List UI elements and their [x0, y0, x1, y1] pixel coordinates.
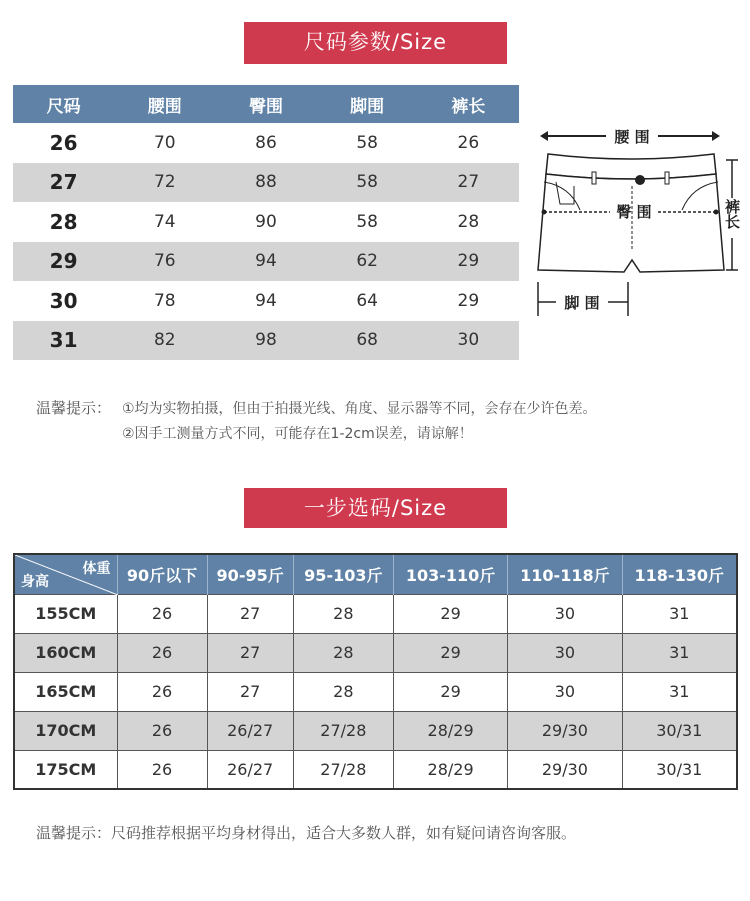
size-selector-banner: 一步选码/Size: [244, 488, 507, 528]
table-cell: 175CM: [14, 750, 117, 789]
table-cell: 28: [49, 209, 78, 234]
tip-line-2: ②因手工测量方式不同，可能存在1-2cm误差，请谅解！: [122, 426, 473, 442]
table-row: [13, 281, 519, 321]
table-cell: 26: [49, 130, 78, 155]
header-weight: 90-95斤: [207, 554, 293, 594]
table-cell: 70: [153, 132, 176, 153]
table-cell: 30/31: [622, 711, 737, 750]
table-cell: 62: [317, 242, 418, 282]
table-cell: 30: [508, 672, 622, 711]
table-cell: 27: [207, 633, 293, 672]
table-cell: 31: [622, 633, 737, 672]
table-cell: 31: [622, 672, 737, 711]
table-cell: 29: [13, 242, 114, 282]
table-row: [14, 594, 737, 633]
table-cell: 86: [255, 132, 277, 153]
table-cell: 170CM: [14, 711, 117, 750]
table-cell: 28: [457, 211, 480, 232]
table-cell: 76: [114, 242, 215, 282]
table-cell: 26: [117, 633, 207, 672]
table-cell: 27: [13, 163, 114, 203]
table-cell: 27/28: [293, 750, 393, 789]
table-cell: 82: [114, 321, 215, 361]
size-params-banner: 尺码参数/Size: [244, 22, 507, 64]
table-cell: 29/30: [508, 750, 622, 789]
table-cell: 58: [317, 163, 418, 203]
table-cell: 26: [117, 711, 207, 750]
table-cell: 29: [393, 633, 507, 672]
table-cell: 68: [317, 321, 418, 361]
table-cell: 31: [622, 594, 737, 633]
table-row: [14, 750, 737, 789]
table-cell: 30/31: [622, 750, 737, 789]
table-row: [14, 633, 737, 672]
table-row: [13, 163, 519, 203]
table-cell: 30: [508, 633, 622, 672]
weight-axis-label: 体重: [82, 561, 111, 577]
table-cell: 26: [117, 594, 207, 633]
table-cell: 94: [215, 242, 316, 282]
hip-label: 臀 围: [616, 203, 652, 221]
size-table-header: [13, 85, 519, 123]
table-cell: 26: [457, 132, 480, 153]
foot-label: 脚 围: [564, 294, 600, 312]
table-cell: 29: [457, 290, 480, 311]
length-label: 裤长: [723, 199, 741, 229]
header-size: 尺码: [13, 85, 114, 123]
table-cell: 30: [418, 321, 519, 361]
tip-line-1: ①均为实物拍摄，但由于拍摄光线、角度、显示器等不同，会存在少许色差。: [122, 401, 597, 417]
table-cell: 29/30: [508, 711, 622, 750]
header-length: 裤长: [418, 85, 519, 123]
tip-label-1: 温馨提示：: [36, 399, 112, 417]
table-row: [13, 123, 519, 163]
header-weight: 103-110斤: [393, 554, 507, 594]
table-cell: 74: [153, 211, 176, 232]
table-cell: 28/29: [393, 750, 507, 789]
table-cell: 29: [393, 594, 507, 633]
table-cell: 30: [508, 594, 622, 633]
table-cell: 26: [117, 672, 207, 711]
table-cell: 29: [393, 672, 507, 711]
table-cell: 58: [356, 211, 378, 232]
table-cell: 28: [293, 672, 393, 711]
table-row: [13, 242, 519, 282]
corner-header: [14, 554, 117, 594]
table-cell: 64: [356, 290, 378, 311]
table-cell: 29: [418, 242, 519, 282]
table-cell: 30: [49, 288, 78, 313]
table-cell: 27: [207, 594, 293, 633]
table-cell: 58: [356, 132, 378, 153]
header-weight: 118-130斤: [622, 554, 737, 594]
header-weight: 110-118斤: [508, 554, 622, 594]
table-cell: 165CM: [14, 672, 117, 711]
table-cell: 72: [114, 163, 215, 203]
header-weight: 95-103斤: [293, 554, 393, 594]
table-cell: 78: [153, 290, 176, 311]
table-cell: 94: [255, 290, 277, 311]
table-cell: 98: [215, 321, 316, 361]
header-weight: 90斤以下: [117, 554, 207, 594]
table-cell: 28: [293, 633, 393, 672]
table-cell: 27: [418, 163, 519, 203]
size-table: [13, 85, 519, 360]
table-cell: 90: [255, 211, 277, 232]
table-cell: 28: [293, 594, 393, 633]
table-cell: 28/29: [393, 711, 507, 750]
height-axis-label: 身高: [21, 573, 49, 590]
table-cell: 88: [215, 163, 316, 203]
tip-recommend: 温馨提示：尺码推荐根据平均身材得出，适合大多数人群，如有疑问请咨询客服。: [36, 824, 577, 842]
size-recommend-table: [13, 553, 738, 790]
table-row: [14, 711, 737, 750]
table-cell: 26: [117, 750, 207, 789]
table-cell: 26/27: [207, 750, 293, 789]
table-cell: 27/28: [293, 711, 393, 750]
table-cell: 155CM: [14, 594, 117, 633]
header-foot: 脚围: [317, 85, 418, 123]
table-cell: 160CM: [14, 633, 117, 672]
shorts-diagram: [530, 120, 745, 320]
table-cell: 26/27: [207, 711, 293, 750]
table-row: [13, 321, 519, 361]
recommend-table-header: [14, 554, 737, 594]
table-row: [13, 202, 519, 242]
table-cell: 27: [207, 672, 293, 711]
waist-label: 腰 围: [614, 128, 650, 146]
header-hip: 臀围: [215, 85, 316, 123]
table-cell: 31: [13, 321, 114, 361]
table-row: [14, 672, 737, 711]
header-waist: 腰围: [114, 85, 215, 123]
